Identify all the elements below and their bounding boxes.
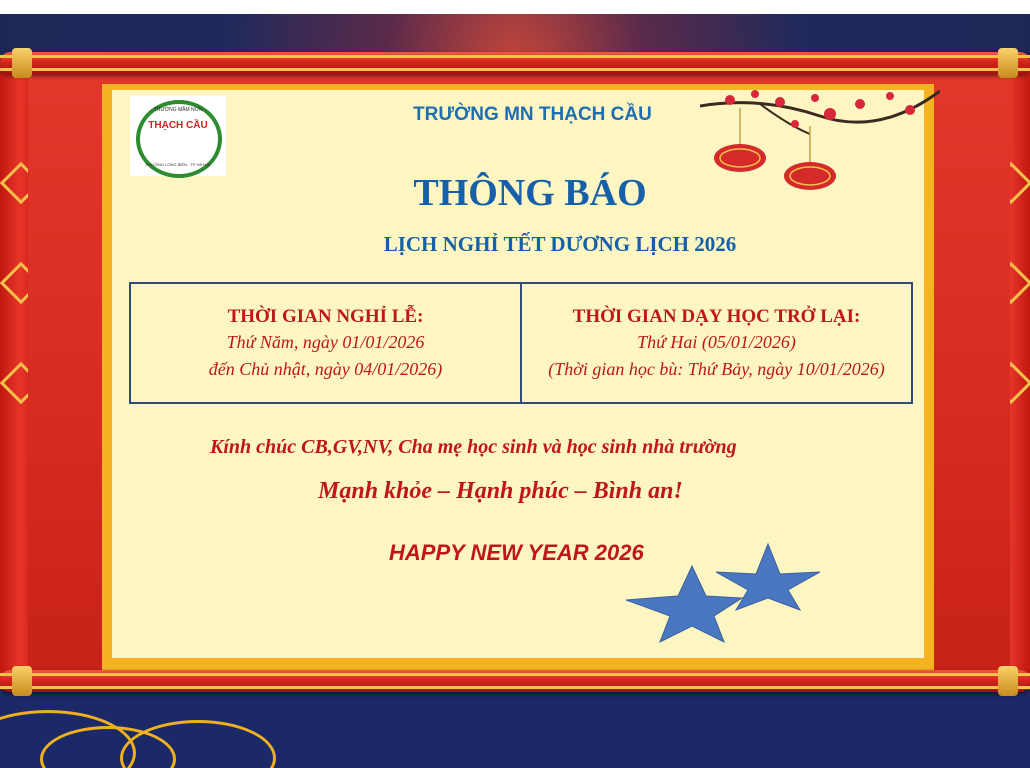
logo-top-text: TRƯỜNG MẦM NON — [153, 107, 203, 113]
rod-trim — [0, 55, 1030, 58]
notice-title: THÔNG BÁO — [413, 172, 647, 214]
top-strip — [0, 0, 1030, 14]
resume-heading: THỜI GIAN DẠY HỌC TRỞ LẠI: — [572, 306, 861, 327]
rod-trim — [0, 68, 1030, 71]
rod-trim — [0, 673, 1030, 676]
holiday-line-1: Thứ Năm, ngày 01/01/2026 — [226, 332, 425, 352]
plum-blossom-lantern-decoration — [700, 86, 940, 196]
happy-new-year-text: HAPPY NEW YEAR 2026 — [389, 540, 644, 565]
rod-knob — [998, 666, 1018, 696]
rod-trim — [0, 686, 1030, 689]
rod-knob — [12, 666, 32, 696]
cloud-decoration — [120, 720, 276, 768]
school-name: TRƯỜNG MN THẠCH CẦU — [413, 104, 652, 125]
school-logo — [130, 96, 226, 176]
notice-subtitle: LỊCH NGHỈ TẾT DƯƠNG LỊCH 2026 — [383, 232, 737, 256]
resume-cell — [520, 284, 911, 402]
logo-bottom-text: PHƯỜNG LONG BIÊN - TP HÀ NỘI — [145, 162, 211, 167]
holiday-heading: THỜI GIAN NGHỈ LỄ: — [227, 306, 424, 327]
bottom-band — [0, 690, 1030, 768]
wish-text: Mạnh khỏe – Hạnh phúc – Bình an! — [318, 478, 683, 504]
greeting-text: Kính chúc CB,GV,NV, Cha mẹ học sinh và học sinh nhà trường — [210, 436, 737, 458]
logo-name: THẠCH CẦU — [148, 120, 208, 131]
resume-line-2: (Thời gian học bù: Thứ Bảy, ngày 10/01/2026) — [548, 359, 885, 379]
bottom-scroll-rod — [0, 670, 1030, 692]
stars-decoration — [620, 538, 830, 648]
rod-knob — [12, 48, 32, 78]
top-scroll-rod — [0, 52, 1030, 74]
rod-knob — [998, 48, 1018, 78]
schedule-table — [129, 282, 913, 404]
holiday-cell — [131, 284, 520, 402]
holiday-line-2: đến Chủ nhật, ngày 04/01/2026) — [208, 359, 443, 379]
resume-line-1: Thứ Hai (05/01/2026) — [637, 332, 796, 352]
